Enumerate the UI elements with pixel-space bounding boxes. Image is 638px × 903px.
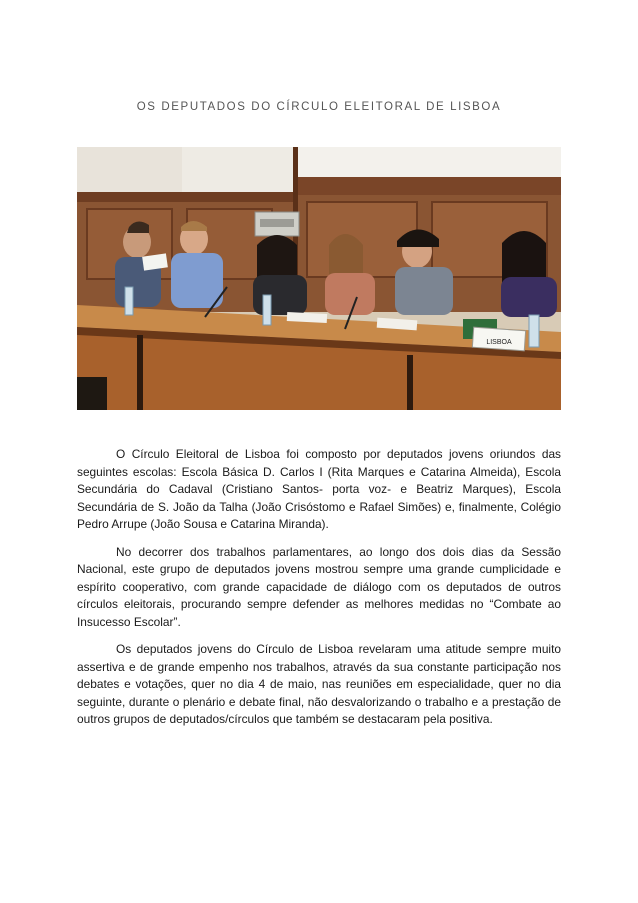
page-title: OS DEPUTADOS DO CÍRCULO ELEITORAL DE LISBOA	[136, 101, 502, 113]
article-body	[77, 446, 561, 739]
photo-illustration	[77, 147, 561, 410]
paragraph-1: O Círculo Eleitoral de Lisboa foi composto por deputados jovens oriundos das seguintes escolas: Escola Básica D. Carlos I (Rita Marques e Catarina Almeida), Escola Secundária do Cadaval (Cristiano Santos- porta voz- e Beatriz Marques), Escola Secundária de S. João da Talha (João Crisóstomo e Rafael Simões) e, finalmente, Colégio Pedro Arrupe (João Sousa e Catarina Miranda).	[77, 447, 561, 531]
paragraph-3: Os deputados jovens do Círculo de Lisboa revelaram uma atitude sempre muito assertiva e de grande empenho nos trabalhos, através da sua constante participação nos debates e votações, quer no dia 4 de maio, nas reuniões em especialidade, quer no dia seguinte, durante o plenário e debate final, não desvalorizando o trabalho e a prestação de outros grupos de deputados/círculos que também se destacaram pela positiva.	[77, 642, 561, 726]
paragraph-2: No decorrer dos trabalhos parlamentares, ao longo dos dois dias da Sessão Nacional, este grupo de deputados jovens mostrou sempre uma grande cumplicidade e espírito cooperativo, com grande capacidade de diálogo com os deputados de outros círculos eleitorais, procurando sempre defender as melhores medidas no “Combate ao Insucesso Escolar”.	[77, 544, 561, 629]
session-photo	[77, 147, 561, 410]
placard-label: LISBOA	[486, 339, 512, 346]
